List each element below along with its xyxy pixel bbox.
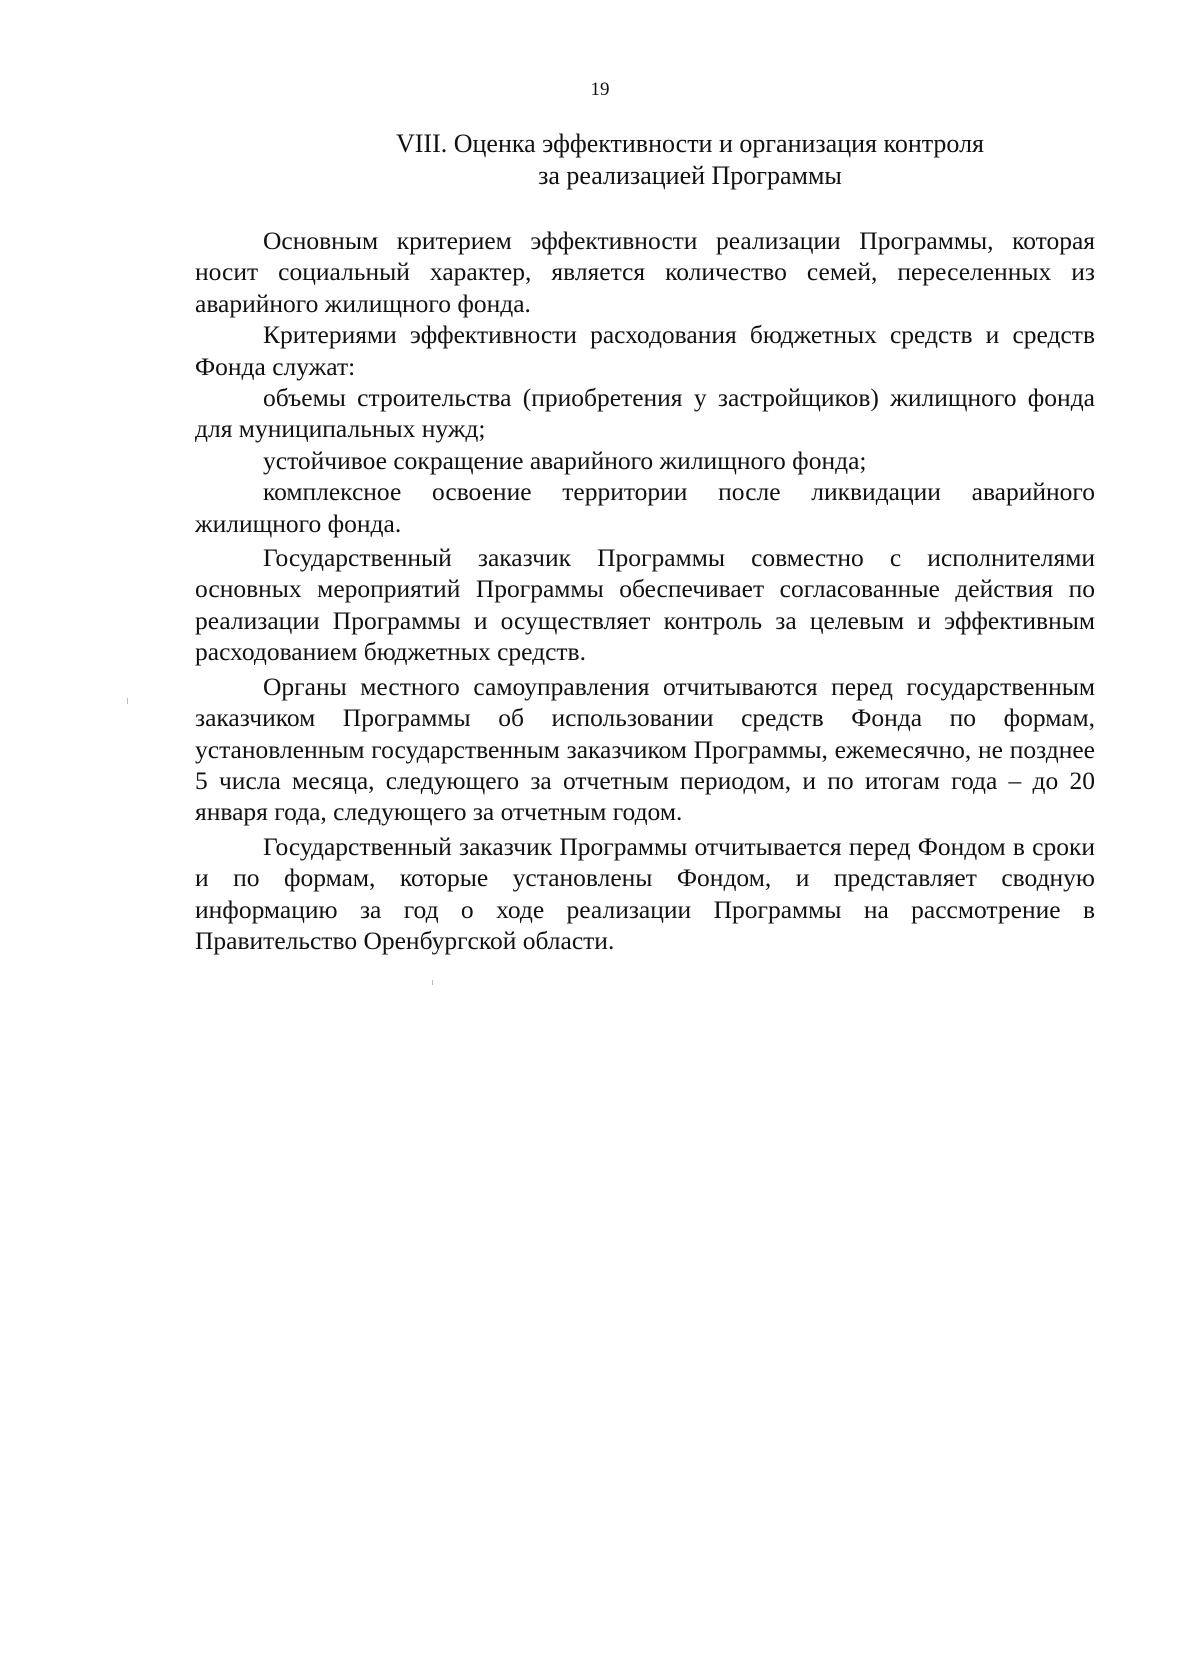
paragraph-customer-control: Государственный заказчик Программы совместно с исполнителями основных мероприятий Программы обеспечивает согласованные действия по реализации Программы и осуществляет контроль за целевым и эффективным расходованием бюджетных средств.: [195, 543, 1095, 667]
paragraph-criteria-intro: Критериями эффективности расходования бюджетных средств и средств Фонда служат:: [195, 320, 1095, 381]
paragraph-customer-reporting: Государственный заказчик Программы отчитывается перед Фондом в сроки и по формам, которые установлены Фондом, и представляет сводную информацию за год о ходе реализации Программы на рассмотрение в Правительство Оренбургской области.: [195, 831, 1095, 955]
scan-artifact-mark: [127, 698, 128, 704]
paragraph-territory-development: комплексное освоение территории после ликвидации аварийного жилищного фонда.: [195, 477, 1095, 538]
scan-artifact-mark: [432, 980, 433, 985]
paragraph-stock-reduction: устойчивое сокращение аварийного жилищного фонда;: [263, 445, 867, 475]
paragraph-main-criterion: Основным критерием эффективности реализации Программы, которая носит социальный характер, является количество семей, переселенных из аварийного жилищного фонда.: [195, 226, 1095, 318]
paragraph-construction-volume: объемы строительства (приобретения у застройщиков) жилищного фонда для муниципальных нужд;: [195, 383, 1095, 444]
page-number: 19: [590, 79, 610, 100]
section-heading-line-2: за реализацией Программы: [538, 161, 842, 190]
section-heading-line-1: VIII. Оценка эффективности и организация контроля: [395, 129, 985, 158]
paragraph-local-reporting: Органы местного самоуправления отчитываются перед государственным заказчиком Программы об использовании средств Фонда по формам, установленным государственным заказчиком Программы, ежемесячно, не позднее 5 числа месяца, следующего за отчетным периодом, и по итогам года – до 20 января года, следующего за отчетным годом.: [195, 671, 1095, 827]
document-body: [195, 225, 1095, 956]
section-heading: [320, 128, 1060, 192]
